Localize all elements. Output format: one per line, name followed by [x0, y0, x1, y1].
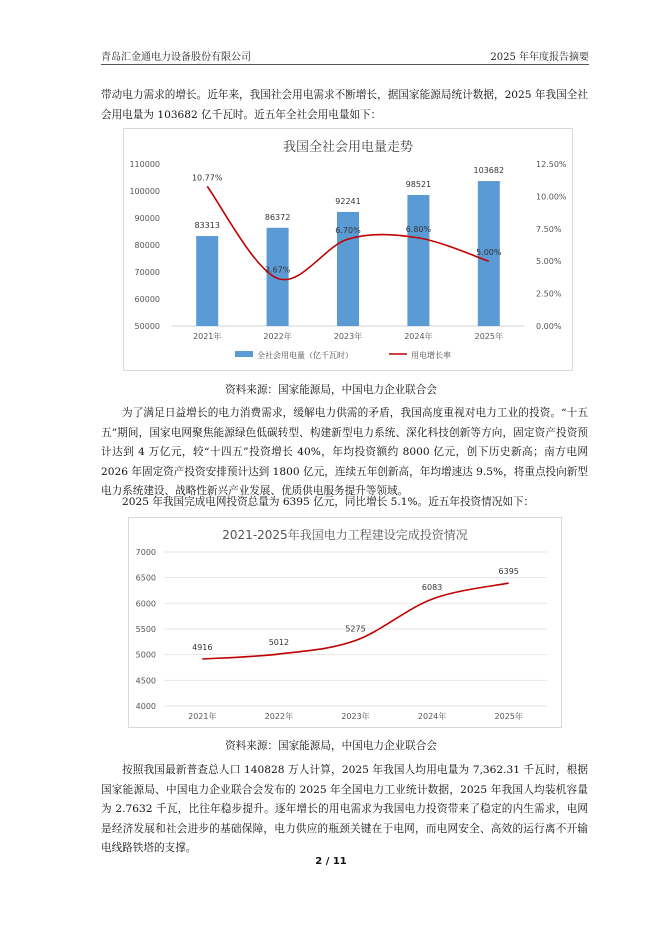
chart2-y-ticks	[136, 548, 156, 711]
investment-value-label: 5275	[345, 624, 366, 634]
chart2-investment-line	[202, 583, 508, 659]
chart2-ytick: 6500	[135, 573, 156, 583]
chart2-ytick: 4000	[135, 702, 156, 711]
legend-line-label: 用电增长率	[411, 351, 451, 360]
chart2-data-labels	[192, 567, 519, 652]
investment-value-label: 5012	[268, 638, 290, 648]
growth-rate-label: 6.70%	[335, 226, 361, 236]
bar	[196, 236, 218, 326]
chart1-right-axis-ticks	[536, 160, 567, 331]
chart2-ytick: 5000	[135, 650, 156, 660]
growth-rate-label: 6.80%	[405, 224, 432, 234]
chart1-ytick: 60000	[134, 295, 160, 304]
investment-value-label: 4916	[192, 642, 213, 652]
paragraph-grid-investment: 2025 年我国完成电网投资总量为 6395 亿元，同比增长 5.1%。近五年投资情况如下：	[122, 496, 535, 508]
chart1-ytick: 100000	[129, 187, 160, 196]
chart2-ytick: 5500	[135, 625, 156, 634]
growth-rate-label: 10.77%	[191, 173, 223, 183]
chart2-x-labels	[188, 711, 523, 721]
paragraph-investment: 为了满足日益增长的电力消费需求，缓解电力供需的矛盾，我国高度重视对电力工业的投资。“十五五”期间，国家电网聚焦能源绿色低碳转型、构建新型电力系统、深化科技创新等方向，固定资产投资预计达到 4 万亿元，较“十四五”投资增长 40%，年均投资额约 8000 亿元，创下历史新高；南方电网 2026 年固定资产投资安排预计达到 1800 亿元，连续五年创新高，年均增速达 9.5%，将重点投向新型电力系统建设、战略性新兴产业发展、优质供电服务提升等领域。	[101, 407, 588, 498]
chart1-left-axis-ticks	[129, 160, 160, 331]
chart1-legend	[235, 350, 451, 360]
chart-electricity-consumption	[123, 128, 573, 371]
x-tick-label: 2021年	[193, 332, 222, 341]
x-tick-label: 2025年	[474, 332, 503, 341]
chart1-ytick: 70000	[134, 268, 160, 277]
bar-value-label: 103682	[473, 166, 505, 176]
page-number: 2 / 11	[315, 856, 347, 867]
x-tick-label: 2025年	[494, 712, 523, 721]
chart2-ytick: 6000	[135, 599, 156, 609]
report-title: 2025 年年度报告摘要	[490, 52, 589, 63]
x-tick-label: 2023年	[333, 332, 363, 341]
bar-value-label: 92241	[335, 196, 361, 206]
chart1-x-labels	[193, 331, 503, 341]
chart1-svg	[124, 129, 572, 370]
x-tick-label: 2021年	[188, 712, 217, 721]
paragraph-electricity-demand: 带动电力需求的增长。近年来，我国社会用电需求不断增长，据国家能源局统计数据，2025 年我国全社会用电量为 103682 亿千瓦时。近五年全社会用电量如下：	[101, 89, 588, 121]
chart1-y2tick: 0.00%	[536, 322, 562, 331]
x-tick-label: 2022年	[264, 712, 294, 721]
page-footer	[0, 856, 662, 867]
chart1-y2tick: 12.50%	[536, 160, 567, 169]
chart2-svg	[129, 518, 561, 727]
x-tick-label: 2024年	[417, 712, 447, 721]
chart1-y2tick: 5.00%	[536, 257, 562, 267]
chart1-y2tick: 10.00%	[536, 192, 567, 202]
chart2-ytick: 7000	[135, 548, 156, 557]
chart1-ytick: 90000	[134, 214, 160, 223]
chart1-ytick: 110000	[129, 160, 160, 169]
investment-value-label: 6395	[498, 567, 519, 577]
chart1-ytick: 50000	[134, 322, 160, 331]
legend-bar-swatch	[235, 351, 253, 357]
bar-value-label: 83313	[194, 221, 220, 231]
investment-value-label: 6083	[421, 583, 443, 593]
x-tick-label: 2023年	[341, 712, 370, 721]
chart2-title: 2021-2025年我国电力工程建设完成投资情况	[222, 528, 468, 542]
chart1-title: 我国全社会用电量走势	[282, 140, 414, 155]
chart2-source: 资料来源：国家能源局，中国电力企业联合会	[225, 740, 437, 752]
paragraph-per-capita: 按照我国最新普查总人口 140828 万人计算，2025 年我国人均用电量为 7,362.31 千瓦时，根据国家能源局、中国电力企业联合会发布的 2025 年全国电力工业统计数据，2025 年我国人均装机容量为 2.7632 千瓦，比往年稳步提升。逐年增长的用电需求为我国电力投资带来了稳定的内生需求，电网是经济发展和社会进步的基础保障，电力供应的瓶颈关键在于电网，而电网安全、高效的运行离不开输电线路铁塔的支撑。	[101, 764, 588, 855]
chart-power-investment	[128, 517, 562, 728]
chart1-ytick: 80000	[134, 241, 160, 250]
chart1-source: 资料来源：国家能源局，中国电力企业联合会	[225, 384, 437, 396]
company-name: 青岛汇金通电力设备股份有限公司	[101, 52, 251, 63]
bar	[264, 228, 291, 326]
x-tick-label: 2022年	[263, 332, 292, 341]
chart1-y2tick: 7.50%	[536, 224, 562, 234]
growth-rate-label: 3.67%	[264, 265, 291, 275]
bar-value-label: 86372	[264, 212, 291, 222]
bar-value-label: 98521	[405, 179, 432, 189]
chart1-y2tick: 2.50%	[536, 289, 562, 299]
growth-rate-label: 5.00%	[476, 248, 502, 258]
legend-bar-label: 全社会用电量（亿千瓦时）	[257, 351, 353, 360]
bar	[407, 195, 429, 326]
chart2-ytick: 4500	[135, 676, 156, 686]
page-header	[101, 46, 589, 65]
x-tick-label: 2024年	[404, 332, 433, 341]
